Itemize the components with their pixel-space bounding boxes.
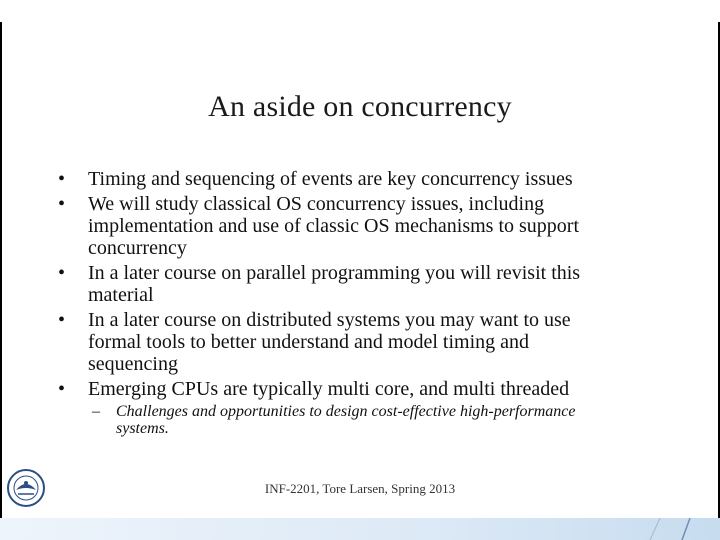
sub-bullet-line: systems.	[116, 420, 169, 437]
bullet-dot-icon: •	[58, 193, 66, 215]
dash-icon: –	[92, 403, 100, 420]
bullet-dot-icon: •	[58, 168, 66, 190]
bullet-line: concurrency	[88, 237, 187, 259]
bullet-dot-icon: •	[58, 378, 66, 400]
bullet-item	[58, 378, 658, 437]
bullet-line: implementation and use of classic OS mechanisms to support	[88, 215, 580, 237]
bullet-dot-icon: •	[58, 309, 66, 331]
slide-title: An aside on concurrency	[208, 90, 512, 123]
bullet-item	[58, 309, 658, 375]
bottom-decorative-band	[0, 518, 720, 540]
bullet-line: Emerging CPUs are typically multi core, and multi threaded	[88, 378, 570, 400]
bullet-line: In a later course on distributed systems you may want to use	[88, 309, 571, 331]
sub-bullet-line: Challenges and opportunities to design cost-effective high-performance	[116, 403, 576, 420]
bullet-line: Timing and sequencing of events are key concurrency issues	[88, 168, 573, 190]
bullet-line: sequencing	[88, 353, 178, 375]
sub-bullet-item	[88, 403, 658, 437]
bullet-list	[58, 168, 658, 440]
slide-footer: INF-2201, Tore Larsen, Spring 2013	[264, 481, 456, 496]
bullet-dot-icon: •	[58, 262, 66, 284]
sub-bullet-list	[88, 403, 658, 437]
bullet-item	[58, 193, 658, 259]
bullet-line: In a later course on parallel programming you will revisit this	[88, 262, 581, 284]
bullet-line: material	[88, 284, 154, 306]
bullet-line: formal tools to better understand and model timing and	[88, 331, 530, 353]
bullet-item	[58, 168, 658, 190]
bullet-item	[58, 262, 658, 306]
bullet-line: We will study classical OS concurrency issues, including	[88, 193, 545, 215]
